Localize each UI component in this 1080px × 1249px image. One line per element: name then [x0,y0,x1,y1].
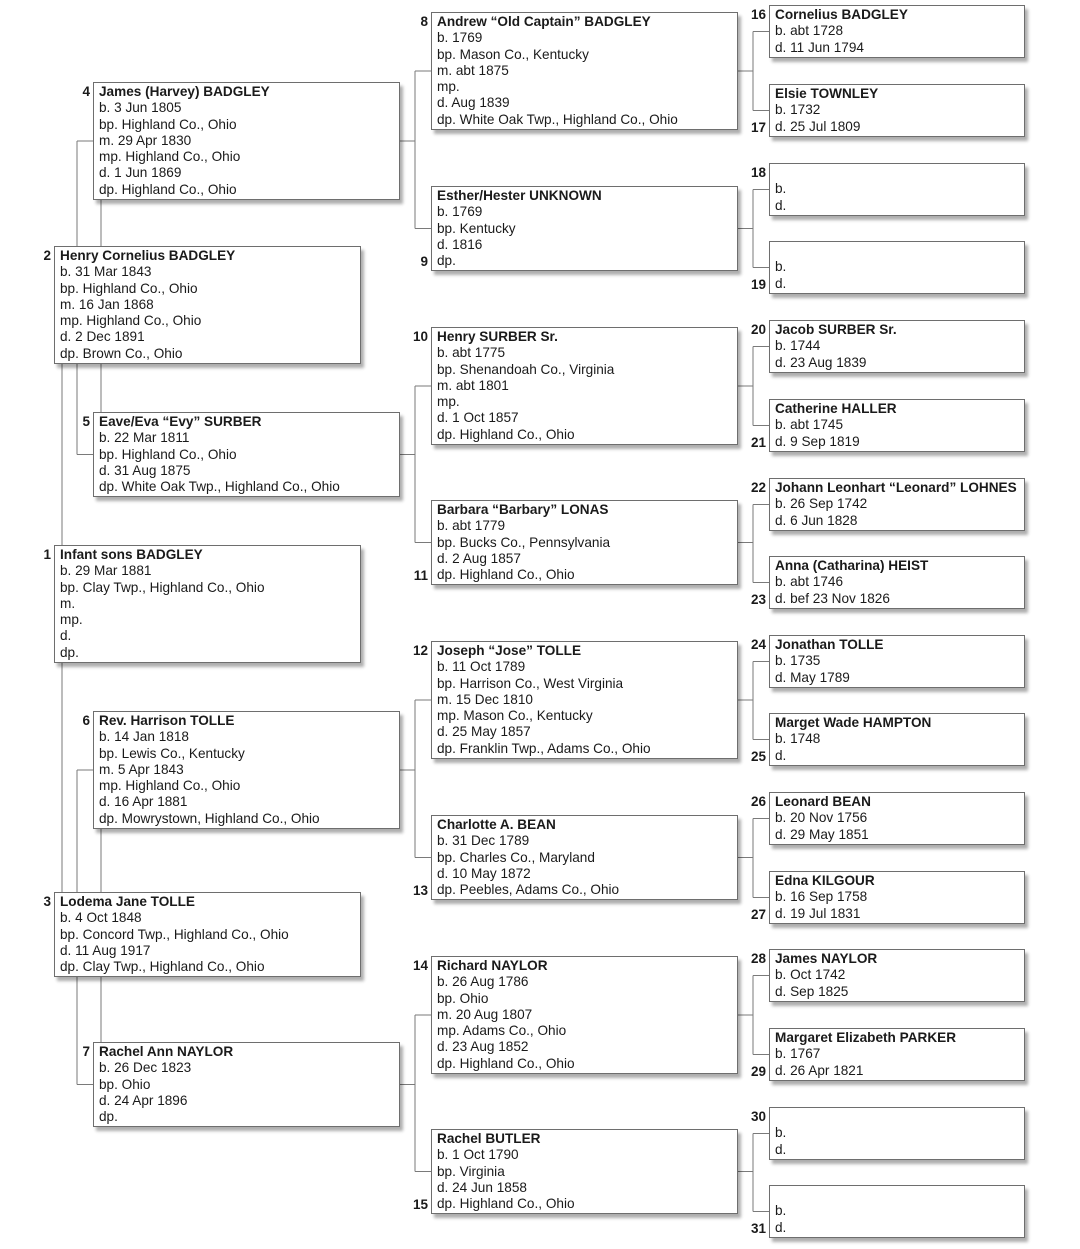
person-detail-line: b. abt 1779 [437,518,506,534]
person-detail-line: b. abt 1775 [437,345,506,361]
person-number: 29 [750,1064,766,1079]
person-detail-line: m. 5 Apr 1843 [99,761,184,777]
person-detail-line: dp. Brown Co., Ohio [60,345,183,361]
person-detail-line: bp. Ohio [99,1076,151,1092]
person-detail-line: dp. [60,644,79,660]
person-detail-line: bp. Concord Twp., Highland Co., Ohio [60,926,289,942]
person-detail-line: d. 23 Aug 1839 [775,354,867,370]
person-detail-line: b. [775,181,787,197]
person-name [775,1109,1024,1125]
person-number: 23 [750,592,766,607]
person-number: 27 [750,907,766,922]
person-detail-line: d. Aug 1839 [437,95,510,111]
person-detail-line: d. 11 Aug 1917 [60,942,151,958]
person-box-26[interactable] [769,792,1025,845]
person-detail-line: d. [60,628,72,644]
person-detail-line: b. 26 Sep 1742 [775,496,868,512]
person-box-25[interactable] [769,713,1025,766]
person-detail-line: bp. Mason Co., Kentucky [437,46,589,62]
person-detail-line: b. 20 Nov 1756 [775,810,868,826]
person-detail-line: m. 29 Apr 1830 [99,132,192,148]
person-name: Henry SURBER Sr. [437,329,558,344]
person-name: Joseph “Jose” TOLLE [437,643,582,658]
person-detail-line: dp. Highland Co., Ohio [437,567,575,583]
person-detail-line: mp. Adams Co., Ohio [437,1023,567,1039]
person-detail-line: mp. [437,79,460,95]
person-detail-line: dp. Peebles, Adams Co., Ohio [437,882,620,898]
person-detail-line: b. [775,1203,787,1219]
person-box-11[interactable] [431,500,738,585]
person-name: Eave/Eva “Evy” SURBER [99,414,262,429]
person-box-10[interactable] [431,327,738,445]
person-detail-line: m. 20 Aug 1807 [437,1006,533,1022]
person-detail-line: d. May 1789 [775,669,850,685]
person-detail-line: dp. Highland Co., Ohio [437,1196,575,1212]
person-detail-line: d. 1 Oct 1857 [437,410,519,426]
person-name: Charlotte A. BEAN [437,817,556,832]
person-detail-line: dp. Highland Co., Ohio [437,426,575,442]
person-number: 1 [43,547,51,562]
person-detail-line: dp. Franklin Twp., Adams Co., Ohio [437,740,651,756]
person-detail-line: b. 1735 [775,653,821,669]
person-box-13[interactable] [431,815,738,900]
person-number: 12 [412,643,428,658]
person-number: 21 [750,435,766,450]
person-name: Infant sons BADGLEY [60,547,203,562]
person-number: 24 [750,637,766,652]
person-number: 4 [82,84,90,99]
person-detail-line: d. 25 May 1857 [437,724,531,740]
person-detail-line: bp. Ohio [437,990,489,1006]
person-number: 30 [750,1109,766,1124]
person-detail-line: b. 26 Dec 1823 [99,1060,192,1076]
person-box-24[interactable] [769,635,1025,688]
person-box-20[interactable] [769,320,1025,373]
person-detail-line: d. 1816 [437,236,483,252]
person-detail-line: d. 31 Aug 1875 [99,462,191,478]
person-detail-line: b. 4 Oct 1848 [60,910,142,926]
person-number: 16 [750,7,766,22]
person-detail-line: b. 29 Mar 1881 [60,563,152,579]
person-name: Elsie TOWNLEY [775,86,879,101]
person-number: 17 [750,120,766,135]
person-detail-line: mp. [60,612,83,628]
person-number: 31 [750,1221,766,1236]
person-number: 20 [750,322,766,337]
person-detail-line: b. 22 Mar 1811 [99,430,190,446]
person-box-12[interactable] [431,641,738,759]
person-number: 8 [420,14,428,29]
person-name: Leonard BEAN [775,794,871,809]
person-name: Jacob SURBER Sr. [775,322,897,337]
person-detail-line: bp. Kentucky [437,220,516,236]
person-name: Rachel BUTLER [437,1131,541,1146]
person-detail-line: d. 25 Jul 1809 [775,118,861,134]
person-number: 11 [413,568,428,583]
person-name: Cornelius BADGLEY [775,7,908,22]
person-number: 28 [750,951,766,966]
person-detail-line: bp. Highland Co., Ohio [99,446,237,462]
person-detail-line: b. 1732 [775,102,821,118]
person-detail-line: bp. Clay Twp., Highland Co., Ohio [60,579,265,595]
person-detail-line: d. Sep 1825 [775,983,849,999]
person-number: 14 [412,958,428,973]
person-detail-line: bp. Harrison Co., West Virginia [437,675,624,691]
person-number: 13 [412,883,428,898]
person-detail-line: dp. Mowrystown, Highland Co., Ohio [99,810,320,826]
person-detail-line: bp. Virginia [437,1163,505,1179]
person-name: Barbara “Barbary” LONAS [437,502,609,517]
person-box-9[interactable] [431,186,738,271]
person-detail-line: d. [775,1141,787,1157]
person-detail-line: m. abt 1801 [437,377,509,393]
person-detail-line: d. 2 Aug 1857 [437,550,521,566]
person-detail-line: dp. [99,1109,118,1125]
person-number: 7 [82,1044,90,1059]
person-detail-line: d. [775,275,787,291]
person-number: 19 [750,277,766,292]
person-detail-line: d. bef 23 Nov 1826 [775,590,890,606]
person-detail-line: m. 16 Jan 1868 [60,296,154,312]
person-detail-line: dp. White Oak Twp., Highland Co., Ohio [437,111,678,127]
person-box-14[interactable] [431,956,738,1074]
person-detail-line: d. 9 Sep 1819 [775,433,860,449]
person-detail-line: d. 23 Aug 1852 [437,1039,529,1055]
person-detail-line: b. 1744 [775,338,821,354]
person-number: 6 [82,713,90,728]
person-detail-line: dp. White Oak Twp., Highland Co., Ohio [99,479,340,495]
person-detail-line: d. 6 Jun 1828 [775,512,858,528]
person-detail-line: d. [775,747,787,763]
person-detail-line: bp. Charles Co., Maryland [437,849,595,865]
person-detail-line: d. [775,1219,787,1235]
person-box-15[interactable] [431,1129,738,1214]
person-name: Margaret Elizabeth PARKER [775,1030,957,1045]
person-box-31[interactable] [769,1185,1025,1238]
person-detail-line: mp. Mason Co., Kentucky [437,708,593,724]
person-detail-line: d. 1 Jun 1869 [99,165,182,181]
person-detail-line: b. 11 Oct 1789 [437,659,526,675]
person-name [775,165,1024,181]
person-box-27[interactable] [769,871,1025,924]
person-detail-line: d. 24 Jun 1858 [437,1179,527,1195]
person-number: 3 [43,894,51,909]
person-detail-line: mp. Highland Co., Ohio [99,149,241,165]
person-box-19[interactable] [769,241,1025,294]
person-number: 22 [750,480,766,495]
person-box-17[interactable] [769,84,1025,137]
person-detail-line: b. 1748 [775,731,821,747]
person-box-18[interactable] [769,163,1025,216]
person-detail-line: d. 26 Apr 1821 [775,1062,864,1078]
person-box-5[interactable] [93,412,400,497]
person-detail-line: bp. Highland Co., Ohio [60,280,198,296]
person-detail-line: b. Oct 1742 [775,967,846,983]
person-detail-line: mp. Highland Co., Ohio [99,778,241,794]
person-detail-line: b. 16 Sep 1758 [775,889,868,905]
person-detail-line: d. 2 Dec 1891 [60,329,145,345]
person-detail-line: bp. Bucks Co., Pennsylvania [437,534,611,550]
person-name: Andrew “Old Captain” BADGLEY [437,14,651,29]
person-name: Rachel Ann NAYLOR [99,1044,234,1059]
person-detail-line: d. 19 Jul 1831 [775,905,861,921]
person-detail-line: b. 1769 [437,204,483,220]
person-detail-line: bp. Lewis Co., Kentucky [99,745,245,761]
person-detail-line: m. 15 Dec 1810 [437,691,533,707]
person-detail-line: m. abt 1875 [437,62,509,78]
person-name: Rev. Harrison TOLLE [99,713,235,728]
person-number: 25 [750,749,766,764]
person-box-1[interactable] [54,545,361,663]
person-name: James NAYLOR [775,951,878,966]
person-detail-line: dp. Highland Co., Ohio [99,181,237,197]
person-detail-line: mp. Highland Co., Ohio [60,313,202,329]
person-detail-line: b. 14 Jan 1818 [99,729,189,745]
person-detail-line: b. abt 1745 [775,417,844,433]
person-number: 2 [43,248,51,263]
person-detail-line: b. 31 Dec 1789 [437,833,530,849]
person-box-2[interactable] [54,246,361,364]
person-detail-line: bp. Shenandoah Co., Virginia [437,361,615,377]
person-name: Johann Leonhart “Leonard” LOHNES [775,480,1017,495]
person-box-4[interactable] [93,82,400,200]
person-box-21[interactable] [769,399,1025,452]
person-detail-line: d. 11 Jun 1794 [775,39,864,55]
person-detail-line: dp. [437,253,456,269]
person-box-16[interactable] [769,5,1025,58]
person-box-8[interactable] [431,12,738,130]
person-name: Anna (Catharina) HEIST [775,558,929,573]
person-detail-line: b. 31 Mar 1843 [60,264,152,280]
person-number: 5 [82,414,90,429]
person-detail-line: b. 26 Aug 1786 [437,974,529,990]
person-box-6[interactable] [93,711,400,829]
person-name: Edna KILGOUR [775,873,875,888]
person-detail-line: b. [775,1125,787,1141]
person-box-29[interactable] [769,1028,1025,1081]
person-box-7[interactable] [93,1042,400,1127]
person-detail-line: b. 1769 [437,30,483,46]
person-detail-line: dp. Clay Twp., Highland Co., Ohio [60,959,265,975]
person-detail-line: mp. [437,394,460,410]
person-number: 18 [750,165,766,180]
person-number: 15 [412,1197,428,1212]
person-detail-line: d. 16 Apr 1881 [99,794,188,810]
person-detail-line: d. 10 May 1872 [437,865,531,881]
person-detail-line: d. 24 Apr 1896 [99,1092,188,1108]
person-detail-line: dp. Highland Co., Ohio [437,1055,575,1071]
person-detail-line: d. [775,197,787,213]
person-detail-line: bp. Highland Co., Ohio [99,116,237,132]
person-detail-line: b. 1767 [775,1046,821,1062]
person-detail-line: m. [60,595,76,611]
person-name: Catherine HALLER [775,401,897,416]
person-number: 26 [750,794,766,809]
person-name: Henry Cornelius BADGLEY [60,248,236,263]
person-number: 9 [420,254,428,269]
person-detail-line: d. 29 May 1851 [775,826,869,842]
person-name: James (Harvey) BADGLEY [99,84,270,99]
person-detail-line: b. [775,259,787,275]
person-detail-line: b. 3 Jun 1805 [99,100,182,116]
person-name: Esther/Hester UNKNOWN [437,188,602,203]
person-detail-line: b. 1 Oct 1790 [437,1147,519,1163]
person-box-30[interactable] [769,1107,1025,1160]
person-number: 10 [412,329,428,344]
person-detail-line: b. abt 1746 [775,574,844,590]
person-name: Marget Wade HAMPTON [775,715,932,730]
person-name: Lodema Jane TOLLE [60,894,195,909]
person-box-28[interactable] [769,949,1025,1002]
person-name: Richard NAYLOR [437,958,548,973]
person-box-3[interactable] [54,892,361,977]
person-box-23[interactable] [769,556,1025,609]
person-box-22[interactable] [769,478,1025,531]
person-detail-line: b. abt 1728 [775,23,844,39]
person-name: Jonathan TOLLE [775,637,884,652]
